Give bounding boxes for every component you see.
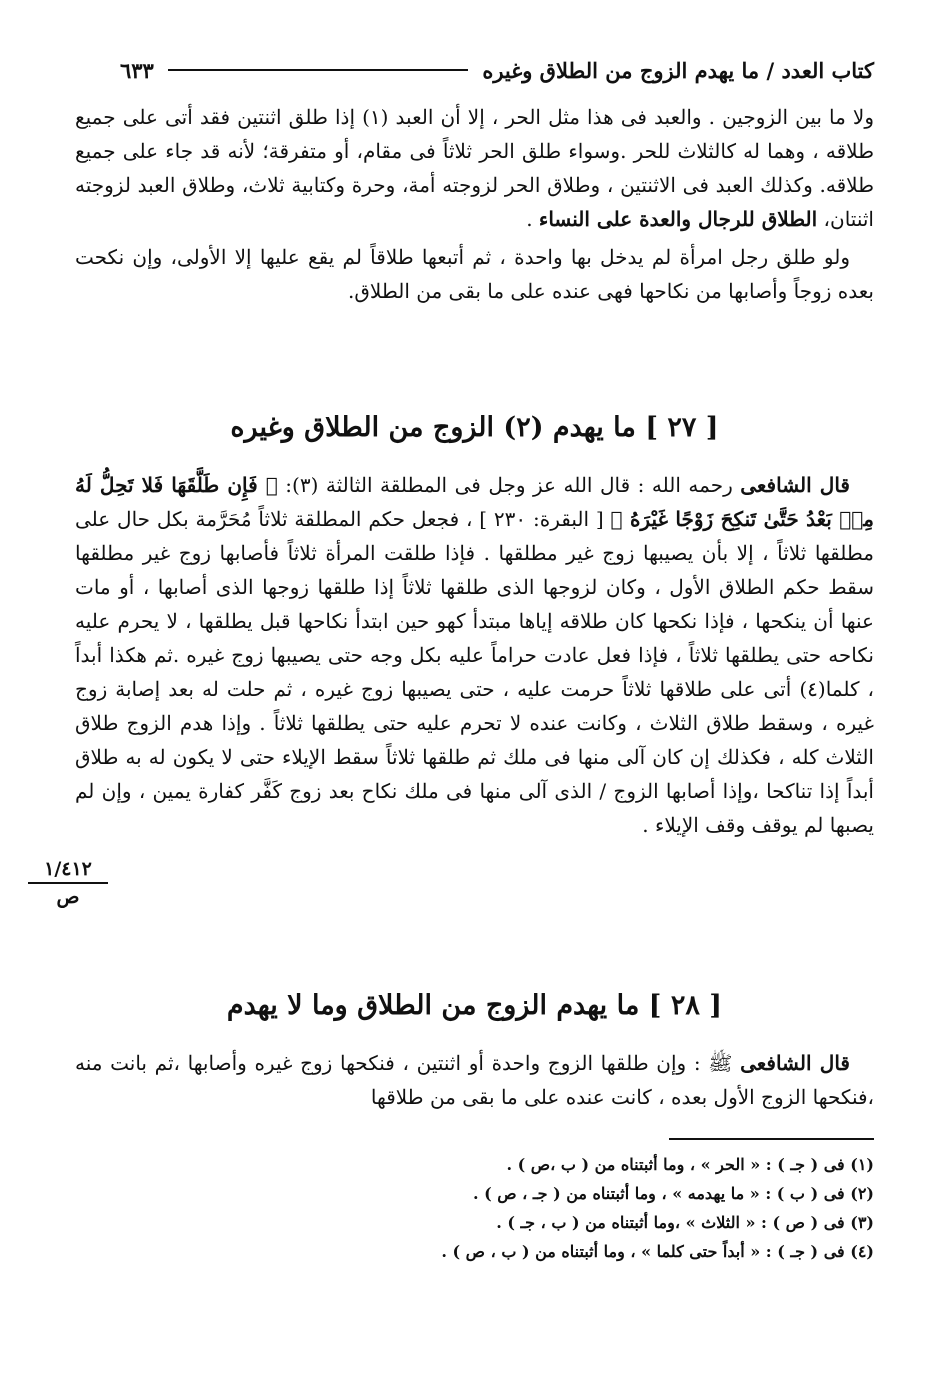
- section-27-lead: قال الشافعى: [740, 473, 850, 497]
- margin-ref-folio: ١/٤١٢: [28, 858, 108, 884]
- page-number: ٦٣٣: [120, 57, 154, 83]
- section-27-heading: [ ٢٧ ] ما يهدم (٢) الزوج من الطلاق وغيره: [230, 412, 719, 443]
- footnotes: [75, 1150, 874, 1266]
- footnote-1: (١) فى ( جـ ) : « الحر » ، وما أثبتناه من ( ب ،ص ) .: [506, 1155, 874, 1174]
- header-rule: [168, 69, 468, 71]
- section-27-body: [75, 468, 874, 842]
- section-28-heading: [ ٢٨ ] ما يهدم الزوج من الطلاق وما لا يهدم: [226, 990, 723, 1021]
- section-28-lead: قال الشافعى: [740, 1051, 850, 1075]
- section-27-paragraph: [75, 468, 874, 842]
- margin-ref-siglum: ص: [56, 886, 80, 908]
- intro-paragraph-1-bold: الطلاق للرجال والعدة على النساء: [538, 207, 818, 231]
- footnote-rule: [669, 1138, 874, 1140]
- intro-paragraph-1: [75, 100, 874, 236]
- intro-paragraph-2: ولو طلق رجل امرأة لم يدخل بها واحدة ، ثم أتبعها طلاقاً لم يقع عليها إلا الأولى، وإن نكحت بعده زوجاً وأصابها من نكاحها فهى عنده على ما بقى من الطلاق.: [75, 245, 874, 303]
- footnote-3: (٣) فى ( ص ) : « الثلاث » ،وما أثبتناه من ( ب ، جـ ) .: [496, 1213, 874, 1232]
- running-header: [120, 52, 874, 88]
- intro-paragraph-1-end: .: [526, 207, 539, 231]
- section-28-text: : وإن طلقها الزوج واحدة أو اثنتين ، فنكحها زوج غيره وأصابها ،ثم بانت منه ،فنكحها الزوج الأول بعده ، كانت عنده على ما بقى من طلاقها: [75, 1051, 874, 1109]
- intro-paragraph-1-text: ولا ما بين الزوجين . والعبد فى هذا مثل الحر ، إلا أن العبد (١) إذا طلق اثنتين فقد أتى على جميع طلاقه ، وهما له كالثلاث للحر .وسواء طلق الحر ثلاثاً فى مقام، أو متفرقة؛ لأنه قد جاء على جميع طلاقه. وكذلك العبد فى الاثنتين ، وطلاق الحر لزوجته أمة، وحرة وكتابية ثلاث، وطلاق العبد لزوجته اثنتان،: [75, 105, 874, 231]
- margin-manuscript-ref: [28, 858, 108, 908]
- footnote-2: (٢) فى ( ب ) : « ما يهدمه » ، وما أثبتناه من ( جـ ، ص ) .: [472, 1184, 874, 1203]
- quran-verse: ﴿ فَإِن طَلَّقَهَا فَلا تَحِلُّ لَهُ مِنۢ بَعْدُ حَتَّىٰ تَنكِحَ زَوْجًا غَيْرَهُ ﴾: [75, 473, 874, 531]
- footnote-4: (٤) فى ( جـ ) : « أبداً حتى كلما » ، وما أثبتناه من ( ب ، ص ) .: [441, 1242, 874, 1261]
- section-27-text-a: رحمه الله : قال الله عز وجل فى المطلقة الثالثة (٣):: [277, 473, 741, 497]
- honorific-glyph: ﷺ: [708, 1051, 741, 1075]
- running-title: كتاب العدد / ما يهدم الزوج من الطلاق وغيره: [482, 57, 874, 83]
- intro-section: [75, 100, 874, 308]
- section-28-paragraph: [75, 1046, 874, 1114]
- section-28-body: [75, 1046, 874, 1114]
- section-27-text-b: [ البقرة: ٢٣٠ ] ، فجعل حكم المطلقة ثلاثاً مُحَرَّمة بكل حال على مطلقها ثلاثاً ، إلا بأن يصيبها زوج غير مطلقها . فإذا طلقت المرأة ثلاثاً فأصابها زوج غير مطلقها سقط حكم الطلاق الأول ، وكان لزوجها الذى طلقها ثلاثاً إذا طلقها زوجها الذى أصابها ، أو مات عنها أن ينكحها ، فإذا نكحها كان طلاقه إياها مبتدأ كهو حين ابتدأ نكاحها قبل يطلقها ، لا يحرم عليه نكاحه حتى يطلقها ثلاثاً ، فإذا فعل عادت حراماً عليه بكل وجه حتى يصيبها زوج غيره .ثم هكذا أبداً ، كلما(٤) أتى على طلاقها ثلاثاً حرمت عليه ، حتى يصيبها زوج غيره ، ثم حلت له بعد إصابة زوج غيره ، وسقط طلاق الثلاث ، وكانت عنده لا تحرم عليه حتى يطلقها ثلاثاً . وإذا هدم الزوج طلاق الثلاث كله ، فكذلك إن كان آلى منها فى ملك ثم طلقها ثلاثاً سقط الإيلاء حتى لا يكون له به طلاق أبداً إذا تناكحا ،وإذا أصابها الزوج / الذى آلى منها فى ملك نكاح بعد زوج كَفَّر كفارة يمين ، وإن لم يصبها لم يوقف وقف الإيلاء .: [75, 507, 875, 837]
